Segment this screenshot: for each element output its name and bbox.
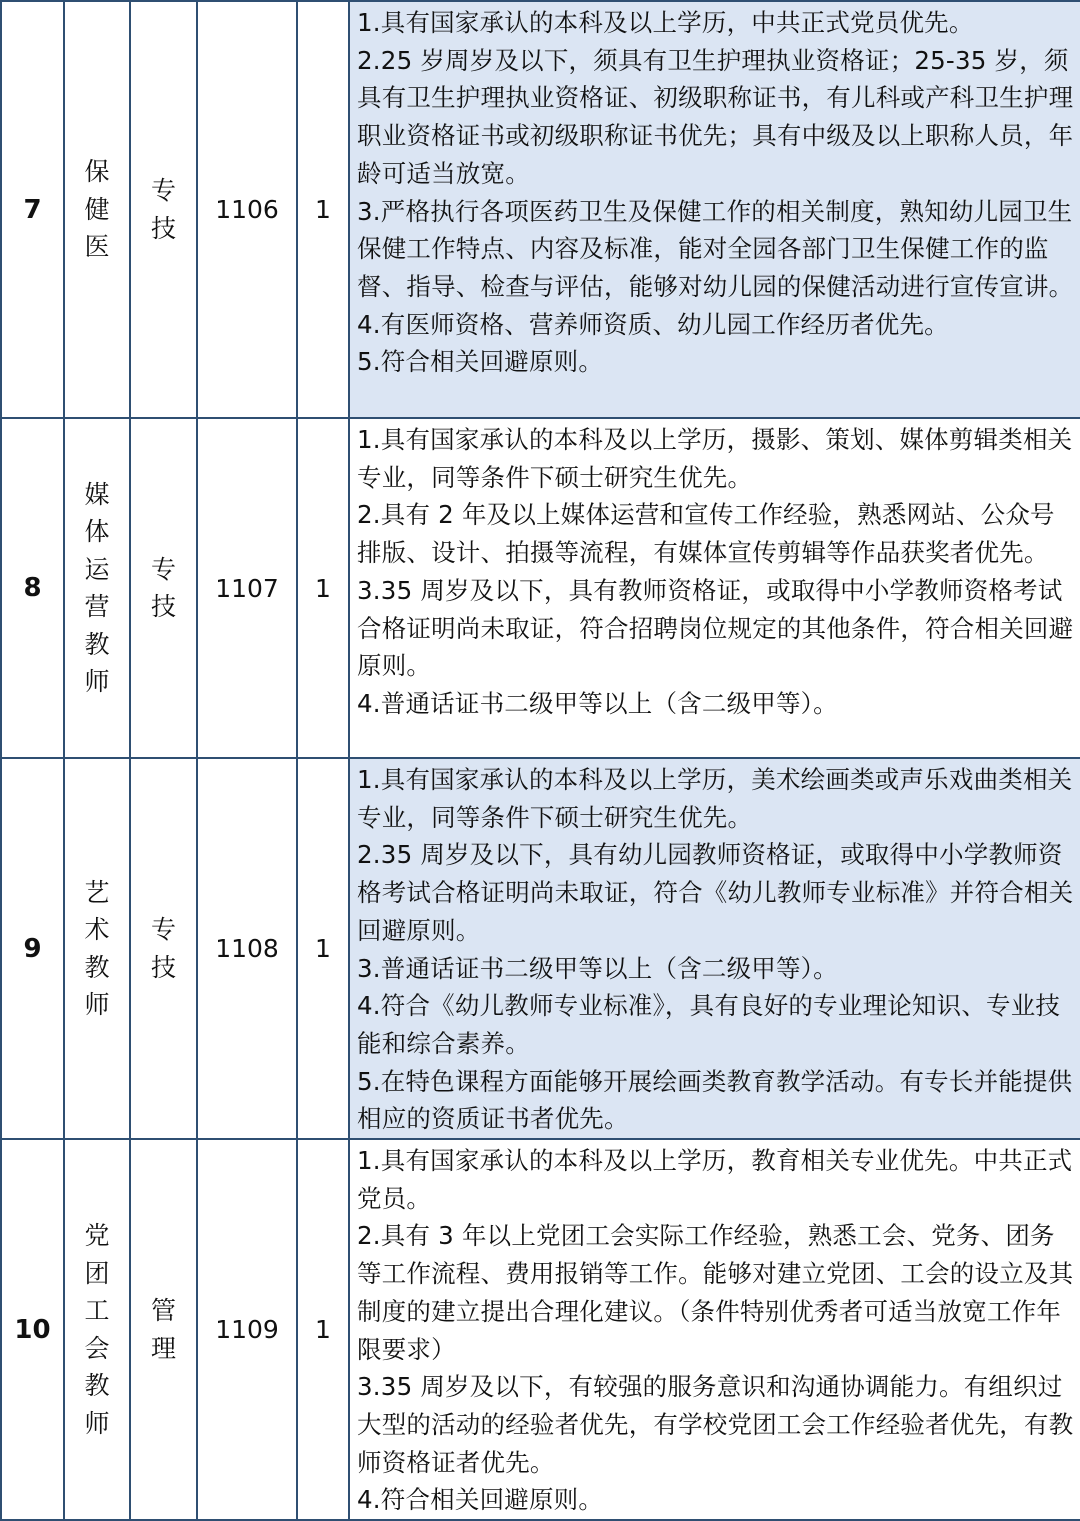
requirement-item: 1.具有国家承认的本科及以上学历，美术绘画类或声乐戏曲类相关专业，同等条件下硕士研究生优先。 bbox=[357, 765, 1073, 832]
requirement-item: 2.35 周岁及以下，具有幼儿园教师资格证，或取得中小学教师资格考试合格证明尚未取证，符合《幼儿教师专业标准》并符合相关回避原则。 bbox=[357, 840, 1074, 945]
requirement-item: 4.符合《幼儿教师专业标准》，具有良好的专业理论知识、专业技能和综合素养。 bbox=[357, 991, 1061, 1058]
requirements-cell bbox=[349, 758, 1080, 1139]
row-number: 10 bbox=[1, 1139, 64, 1520]
requirement-item: 1.具有国家承认的本科及以上学历，中共正式党员优先。 bbox=[357, 8, 974, 37]
requirement-item: 2.25 岁周岁及以下，须具有卫生护理执业资格证；25-35 岁，须具有卫生护理执业资格证、初级职称证书，有儿科或产科卫生护理职业资格证书或初级职称证书优先；具有中级及以上职称人员，年龄可适当放宽。 bbox=[357, 45, 1074, 188]
table-row bbox=[1, 1, 1080, 418]
requirement-item: 2.具有 2 年及以上媒体运营和宣传工作经验，熟悉网站、公众号排版、设计、拍摄等流程，有媒体宣传剪辑等作品获奖者优先。 bbox=[357, 500, 1055, 568]
hiring-count: 1 bbox=[297, 418, 349, 758]
position-category: 专技 bbox=[130, 758, 197, 1139]
position-code: 1108 bbox=[197, 758, 297, 1139]
requirement-item: 3.普通话证书二级甲等以上（含二级甲等）。 bbox=[357, 953, 838, 983]
requirement-item: 1.具有国家承认的本科及以上学历，摄影、策划、媒体剪辑类相关专业，同等条件下硕士研究生优先。 bbox=[357, 425, 1073, 492]
table-row bbox=[1, 758, 1080, 1139]
requirement-item: 4.普通话证书二级甲等以上（含二级甲等）。 bbox=[357, 688, 838, 718]
position-code: 1107 bbox=[197, 418, 297, 758]
table-row bbox=[1, 1139, 1080, 1520]
requirement-item: 1.具有国家承认的本科及以上学历，教育相关专业优先。中共正式党员。 bbox=[357, 1146, 1073, 1213]
position-category: 专技 bbox=[130, 1, 197, 418]
position-category: 管理 bbox=[130, 1139, 197, 1520]
requirement-item: 3.严格执行各项医药卫生及保健工作的相关制度，熟知幼儿园卫生保健工作特点、内容及标准，能对全园各部门卫生保健工作的监督、指导、检查与评估，能够对幼儿园的保健活动进行宣传宣讲。 bbox=[357, 196, 1074, 301]
row-number: 7 bbox=[1, 1, 64, 418]
position-category: 专技 bbox=[130, 418, 197, 758]
requirement-item: 5.在特色课程方面能够开展绘画类教育教学活动。有专长并能提供相应的资质证书者优先。 bbox=[357, 1066, 1073, 1134]
position-name: 保健医 bbox=[64, 1, 130, 418]
requirement-item: 4.有医师资格、营养师资质、幼儿园工作经历者优先。 bbox=[357, 309, 949, 339]
row-number: 8 bbox=[1, 418, 64, 758]
hiring-count: 1 bbox=[297, 1, 349, 418]
hiring-count: 1 bbox=[297, 1139, 349, 1520]
requirement-item: 4.符合相关回避原则。 bbox=[357, 1485, 604, 1515]
requirement-item: 3.35 周岁及以下，有较强的服务意识和沟通协调能力。有组织过大型的活动的经验者优先，有学校党团工会工作经验者优先，有教师资格证者优先。 bbox=[357, 1372, 1074, 1477]
position-code: 1109 bbox=[197, 1139, 297, 1520]
requirements-cell bbox=[349, 418, 1080, 758]
requirements-cell bbox=[349, 1139, 1080, 1520]
requirement-item: 5.符合相关回避原则。 bbox=[357, 347, 604, 377]
hiring-count: 1 bbox=[297, 758, 349, 1139]
requirements-cell bbox=[349, 1, 1080, 418]
position-name: 媒体运营教师 bbox=[64, 418, 130, 758]
requirement-item: 2.具有 3 年以上党团工会实际工作经验，熟悉工会、党务、团务等工作流程、费用报销等工作。能够对建立党团、工会的设立及其制度的建立提出合理化建议。（条件特别优秀者可适当放宽工作年限要求） bbox=[357, 1221, 1074, 1364]
row-number: 9 bbox=[1, 758, 64, 1139]
position-name: 艺术教师 bbox=[64, 758, 130, 1139]
requirement-item: 3.35 周岁及以下，具有教师资格证，或取得中小学教师资格考试合格证明尚未取证，符合招聘岗位规定的其他条件，符合相关回避原则。 bbox=[357, 575, 1074, 681]
position-code: 1106 bbox=[197, 1, 297, 418]
position-name: 党团工会教师 bbox=[64, 1139, 130, 1520]
table-row bbox=[1, 418, 1080, 758]
